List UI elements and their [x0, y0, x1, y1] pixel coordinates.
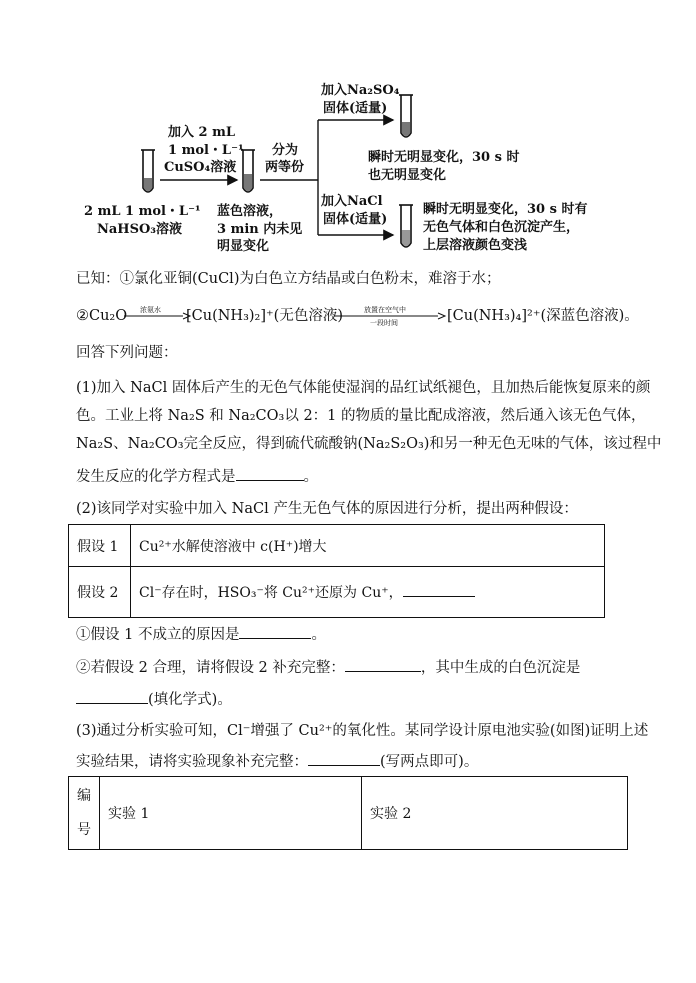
hypothesis-2-text: Cl⁻存在时，HSO₃⁻将 Cu²⁺还原为 Cu⁺，: [131, 567, 605, 618]
bot-add-1: 加入NaCl: [321, 194, 383, 209]
q2-sub1-blank[interactable]: [239, 624, 311, 639]
col-experiment-2: 实验 2: [362, 777, 628, 850]
bot-add-2: 固体(适量): [323, 212, 388, 227]
cu2o-text: ②Cu₂O: [76, 308, 128, 324]
q1-line-2: 色。工业上将 Na₂S 和 Na₂CO₃以 2：1 的物质的量比配成溶液，然后通入该无色气体，: [76, 408, 646, 424]
mid-label-1: 蓝色溶液，: [217, 204, 283, 219]
q1-line-1: (1)加入 NaCl 固体后产生的无色气体能使湿润的品红试纸褪色，且加热后能恢复原来的颜: [76, 380, 651, 396]
answer-prompt: 回答下列问题：: [76, 345, 178, 361]
mid-label-3: 明显变化: [217, 239, 270, 254]
q2-sub-2: ②若假设 2 合理，请将假设 2 补充完整： ，其中生成的白色沉淀是: [76, 657, 580, 678]
q3-line-1: (3)通过分析实验可知，Cl⁻增强了 Cu²⁺的氧化性。某同学设计原电池实验(如图)证明上述: [76, 723, 649, 739]
col-experiment-1: 实验 1: [100, 777, 362, 850]
top-result-1: 瞬时无明显变化，30 s 时: [368, 150, 520, 165]
complex-1: [Cu(NH₃)₂]⁺(无色溶液): [186, 308, 343, 324]
arrow2-label-bottom: 一段时间: [370, 319, 398, 327]
arrow2-label-top: 放置在空气中: [364, 306, 406, 314]
hypothesis-1-label: 假设 1: [69, 525, 131, 567]
split-label-1: 分为: [272, 143, 299, 158]
q2-sub-1: ①假设 1 不成立的原因是 。: [76, 624, 326, 645]
hypothesis-table: [68, 524, 605, 618]
q2-sub2-blank-a[interactable]: [345, 657, 421, 672]
complex-2: [Cu(NH₃)₄]²⁺(深蓝色溶液)。: [447, 308, 639, 324]
experiment-table: [68, 776, 628, 850]
q1-line-3: Na₂S、Na₂CO₃完全反应，得到硫代硫酸钠(Na₂S₂O₃)和另一种无色无味的气体，该过程中: [76, 436, 662, 452]
q2-sub-3: (填化学式)。: [76, 689, 232, 710]
q3-line-2: 实验结果，请将实验现象补充完整： (写两点即可)。: [76, 751, 478, 772]
known-line-1: 已知：①氯化亚铜(CuCl)为白色立方结晶或白色粉末，难溶于水；: [76, 271, 501, 287]
start-label-2: NaHSO₃溶液: [97, 222, 182, 237]
arrow1-label: 浓氨水: [140, 306, 161, 314]
test-tube-na2so4: [399, 95, 413, 137]
q2-sub2-blank-b[interactable]: [76, 689, 148, 704]
bot-result-3: 上层溶液颜色变浅: [423, 238, 528, 253]
add-label-3: CuSO₄溶液: [164, 160, 237, 175]
hypothesis-2-label: 假设 2: [69, 567, 131, 618]
top-add-1: 加入Na₂SO₄: [321, 83, 400, 98]
q2-intro: (2)该同学对实验中加入 NaCl 产生无色气体的原因进行分析，提出两种假设：: [76, 501, 578, 517]
test-tube-start: [141, 150, 155, 192]
q3-answer-blank[interactable]: [308, 751, 380, 766]
bot-result-2: 无色气体和白色沉淀产生，: [423, 220, 580, 235]
top-add-2: 固体(适量): [323, 101, 388, 116]
hypothesis-1-text: Cu²⁺水解使溶液中 c(H⁺)增大: [131, 525, 605, 567]
q1-answer-blank[interactable]: [236, 466, 304, 481]
start-label-1: 2 mL 1 mol・L⁻¹: [84, 204, 201, 219]
add-label-2: 1 mol・L⁻¹: [168, 143, 244, 158]
col-number: 编号: [69, 777, 100, 850]
bot-result-1: 瞬时无明显变化，30 s 时有: [423, 202, 588, 217]
test-tube-nacl: [399, 205, 413, 247]
split-label-2: 两等份: [265, 160, 305, 175]
q1-line-4: 发生反应的化学方程式是 。: [76, 466, 318, 487]
mid-label-2: 3 min 内未见: [217, 222, 303, 237]
top-result-2: 也无明显变化: [368, 168, 447, 183]
hypothesis-2-blank[interactable]: [403, 582, 475, 597]
add-label-1: 加入 2 mL: [168, 125, 235, 140]
